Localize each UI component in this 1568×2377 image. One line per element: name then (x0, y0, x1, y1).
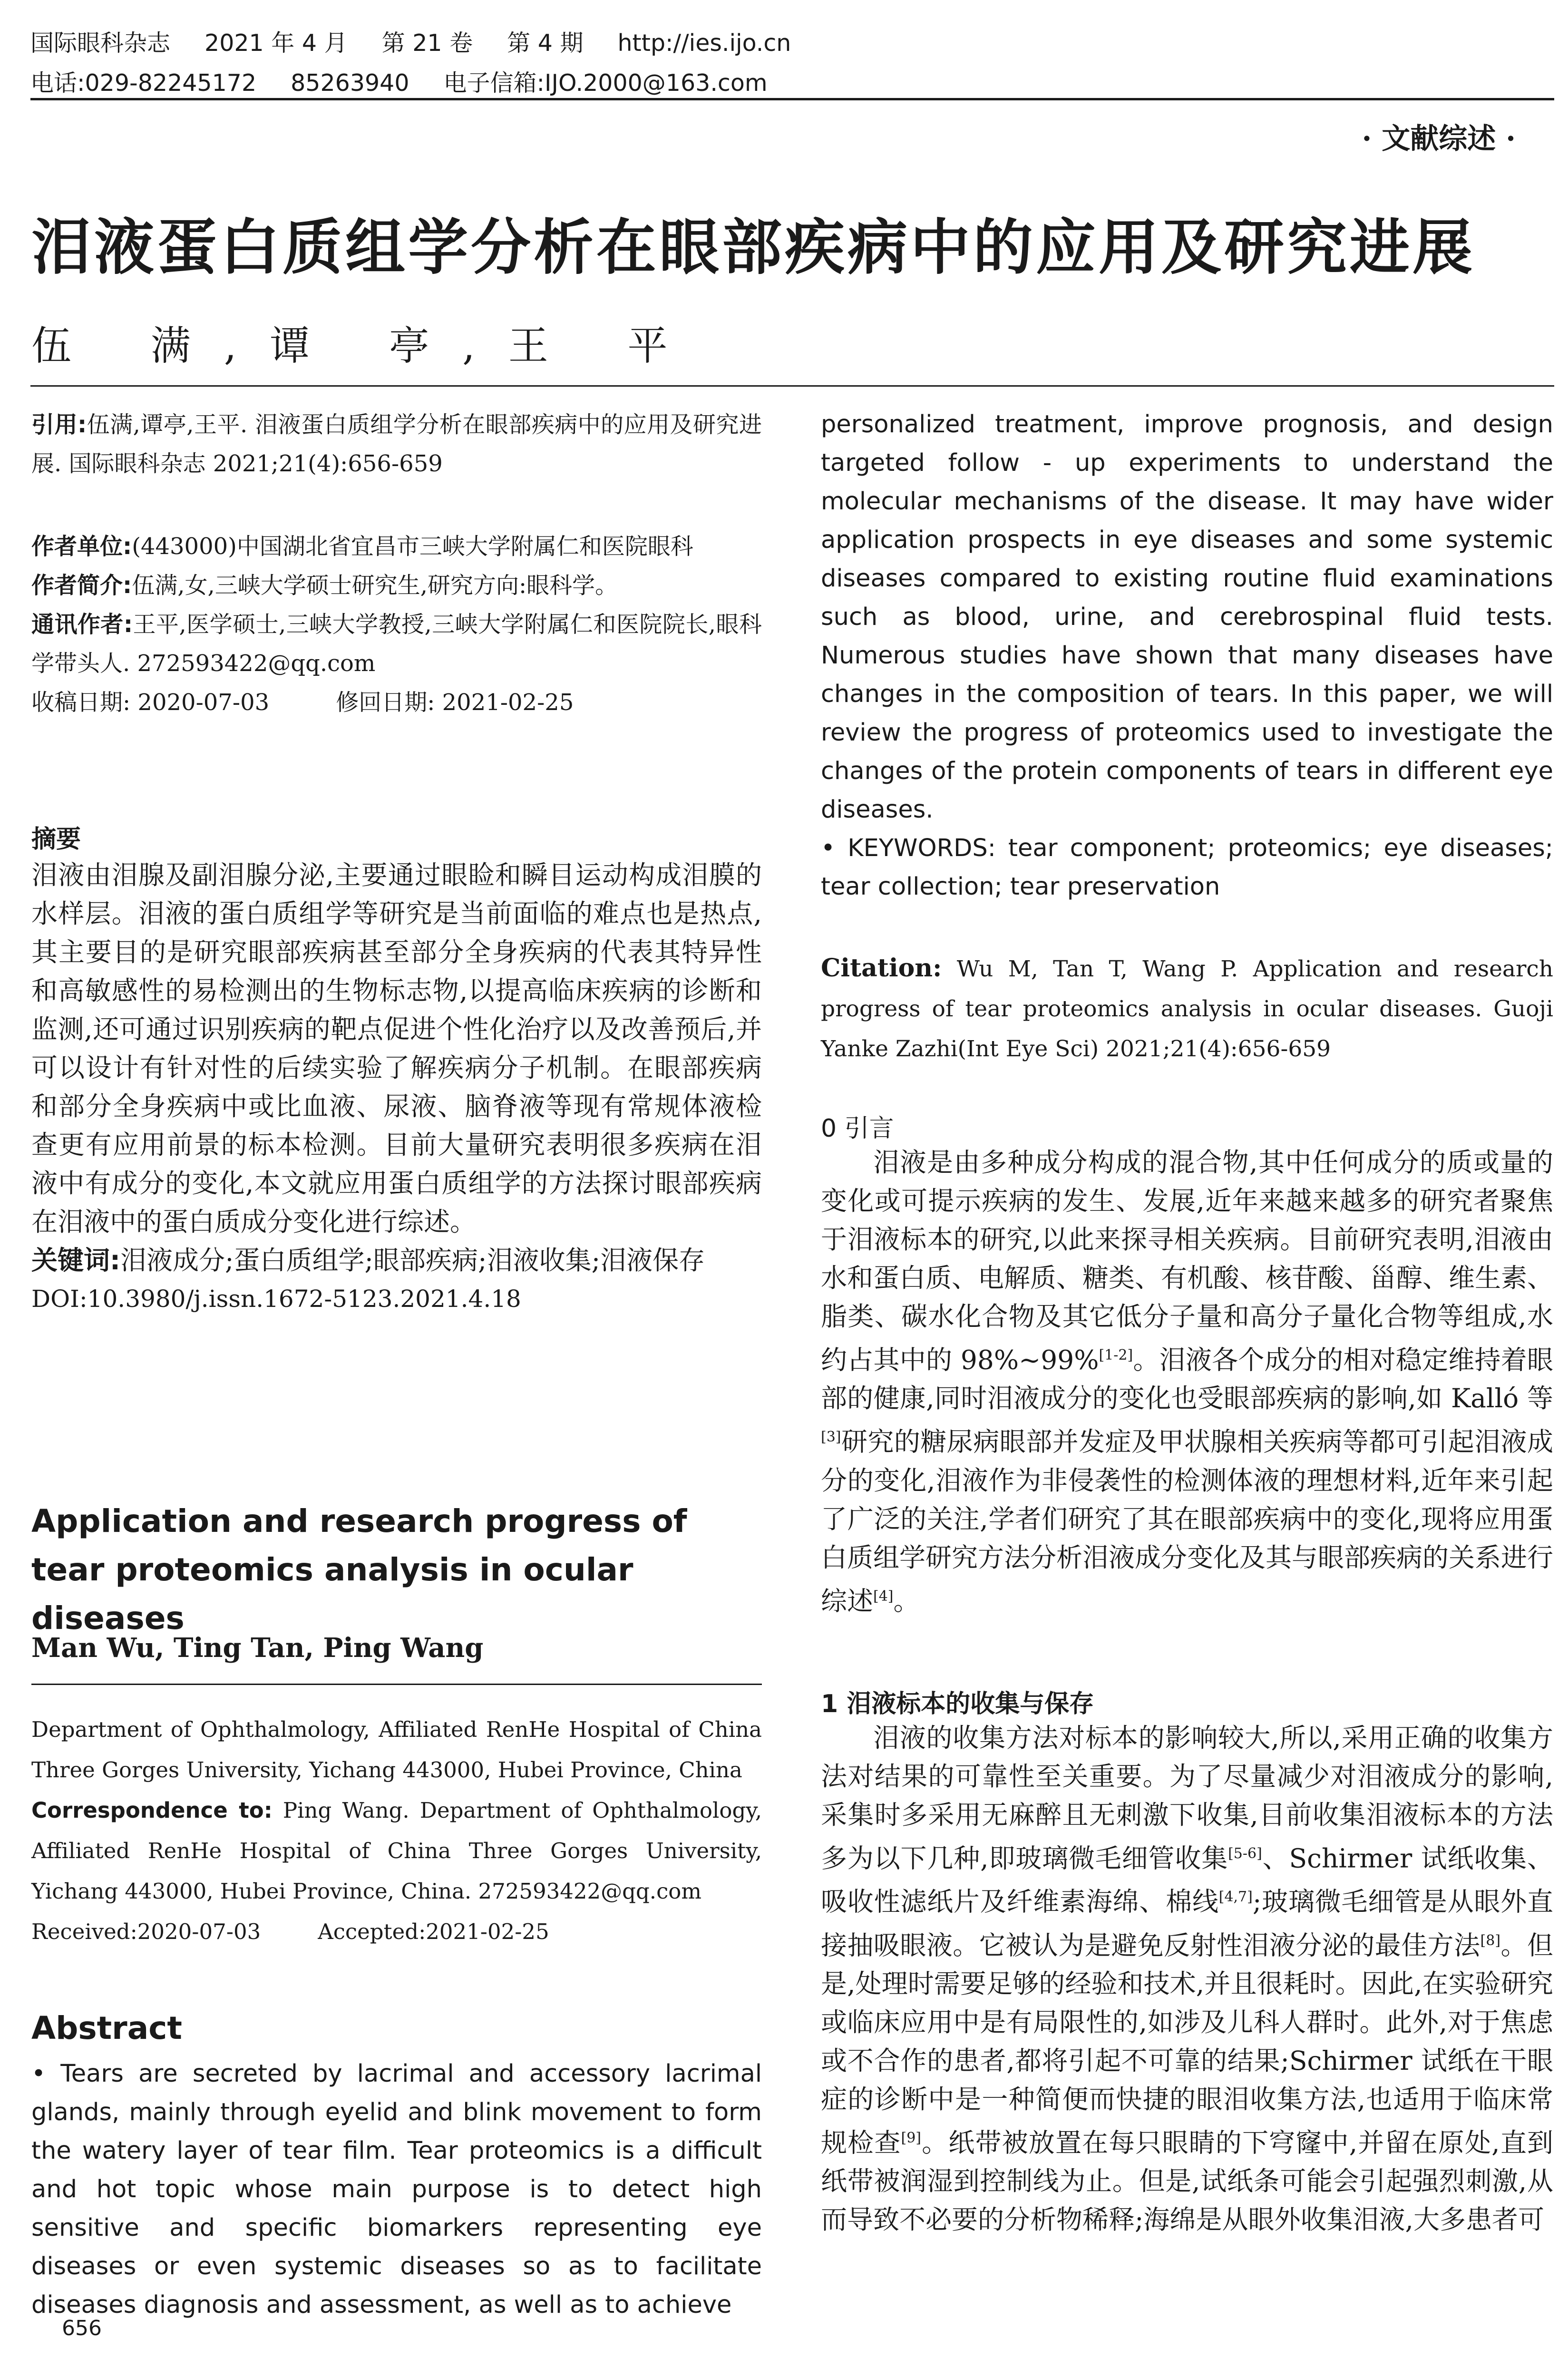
correspondence-en: Correspondence to: Ping Wang. Department of Ophthalmology, Affiliated RenHe Hospital of China Three Gorges University, Yichang 443000, Hubei Province, China. 272593422@qq.com (31, 1798, 762, 1904)
author-unit: 作者单位:(443000)中国湖北省宜昌市三峡大学附属仁和医院眼科 (31, 533, 693, 560)
zh-abstract-heading: 摘要 (31, 825, 81, 854)
page-title: 泪液蛋白质组学分析在眼部疾病中的应用及研究进展 (31, 213, 1475, 283)
intro-body: 泪液是由多种成分构成的混合物,其中任何成分的质或量的变化或可提示疾病的发生、发展,近年来越来越多的研究者聚焦于泪液标本的研究,以此来探寻相关疾病。目前研究表明,泪液由水和蛋白质、电解质、糖类、有机酸、核苷酸、甾醇、维生素、脂类、碳水化合物及其它低分子量和高分子量化合物等组成,水约占其中的 98%~99%[1-2]。泪液各个成分的相对稳定维持着眼部的健康,同时泪液成分的变化也受眼部疾病的影响,如 Kalló 等[3]研究的糖尿病眼部并发症及甲状腺相关疾病等都可引起泪液成分的变化,泪液作为非侵袭性的检测体液的理想材料,近年来引起了广泛的关注,学者们研究了其在眼部疾病中的变化,现将应用蛋白质组学研究方法分析泪液成分变化及其与眼部疾病的关系进行综述[4]。 (821, 1147, 1554, 1616)
citation-zh: 引用:伍满,谭亭,王平. 泪液蛋白质组学分析在眼部疾病中的应用及研究进展. 国际眼科杂志 2021;21(4):656-659 (31, 411, 762, 477)
header-rule (30, 98, 1554, 100)
section-tag: · 文献综述 · (1362, 122, 1516, 156)
dates-en: Received:2020-07-03 Accepted:2021-02-25 (31, 1919, 549, 1944)
affiliation-rule (31, 1684, 762, 1685)
citation-en: Citation: Wu M, Tan T, Wang P. Application and research progress of tear proteomics analysis in ocular diseases. Guoji Yanke Zazhi(Int Eye Sci) 2021;21(4):656-659 (821, 954, 1553, 1062)
abstract-part1: • Tears are secreted by lacrimal and accessory lacrimal glands, mainly through eyelid and blink movement to form the watery layer of tear film. Tear proteomics is a difficult and hot topic whose main purpose is to detect high sensitive and specific biomarkers representing eye diseases or even systemic diseases so as to facilitate diseases diagnosis and assessment, as well as to achieve (31, 2060, 762, 2319)
intro-heading: 0 引言 (821, 1114, 894, 1143)
english-title: Application and research progress of tear proteomics analysis in ocular diseases (31, 1503, 687, 1637)
zh-abstract: 泪液由泪腺及副泪腺分泌,主要通过眼睑和瞬目运动构成泪膜的水样层。泪液的蛋白质组学等研究是当前面临的难点也是热点,其主要目的是研究眼部疾病甚至部分全身疾病的代表其特异性和高敏感性的易检测出的生物标志物,以提高临床疾病的诊断和监测,还可通过识别疾病的靶点促进个性化治疗以及改善预后,并可以设计有针对性的后续实验了解疾病分子机制。在眼部疾病和部分全身疾病中或比血液、尿液、脑脊液等现有常规体液检查更有应用前景的标本检测。目前大量研究表明很多疾病在泪液中有成分的变化,本文就应用蛋白质组学的方法探讨眼部疾病在泪液中的蛋白质成分变化进行综述。 关键词:泪液成分;蛋白质组学;眼部疾病;泪液收集;泪液保存 DOI:10.3980/j.issn.1672-5123.2021.4.18 (31, 856, 762, 1318)
zh-keywords: 关键词:泪液成分;蛋白质组学;眼部疾病;泪液收集;泪液保存 (31, 1245, 705, 1276)
dates: 收稿日期: 2020-07-03 修回日期: 2021-02-25 (31, 689, 574, 716)
author-bio: 作者简介:伍满,女,三峡大学硕士研究生,研究方向:眼科学。 (31, 572, 618, 599)
english-authors: Man Wu, Ting Tan, Ping Wang (31, 1632, 484, 1664)
section1-body: 泪液的收集方法对标本的影响较大,所以,采用正确的收集方法对结果的可靠性至关重要。为了尽量减少对泪液成分的影响,采集时多采用无麻醉且无刺激下收集,目前收集泪液标本的方法多为以下几种,即玻璃微毛细管收集[5-6]、Schirmer 试纸收集、吸收性滤纸片及纤维素海绵、棉线[4,7];玻璃微毛细管是从眼外直接抽吸眼液。它被认为是避免反射性泪液分泌的最佳方法[8]。但是,处理时需要足够的经验和技术,并且很耗时。因此,在实验研究或临床应用中是有局限性的,如涉及儿科人群时。此外,对于焦虑或不合作的患者,都将引起不可靠的结果;Schirmer 试纸在干眼症的诊断中是一种简便而快捷的眼泪收集方法,也适用于临床常规检查[9]。纸带被放置在每只眼睛的下穹窿中,并留在原处,直到纸带被润湿到控制线为止。但是,试纸条可能会引起强烈刺激,从而导致不必要的分析物稀释;海绵是从眼外收集泪液,大多患者可 (821, 1723, 1554, 2235)
section1-heading: 1 泪液标本的收集与保存 (821, 1690, 1094, 1718)
page-number: 656 (62, 2316, 102, 2340)
corresponding-author: 通讯作者:王平,医学硕士,三峡大学教授,三峡大学附属仁和医院院长,眼科学带头人. 272593422@qq.com (31, 611, 762, 677)
doi: DOI:10.3980/j.issn.1672-5123.2021.4.18 (31, 1285, 521, 1313)
author-info (31, 527, 762, 722)
keywords-en: • KEYWORDS: tear component; proteomics; eye diseases; tear collection; tear preservation (821, 834, 1553, 901)
author-list: 伍 满,谭 亭,王 平 (31, 322, 701, 369)
journal-header-line1: 国际眼科杂志 2021 年 4 月 第 21 卷 第 4 期 http://ies.ijo.cn (30, 29, 791, 57)
abstract-heading: Abstract (31, 2010, 182, 2046)
title-rule (30, 385, 1554, 387)
abstract-part2: personalized treatment, improve prognosis, and design targeted follow - up experiments to understand the molecular mechanisms of the disease. It may have wider application prospects in eye diseases and some systemic diseases compared to existing routine fluid examinations such as blood, urine, and cerebrospinal fluid tests. Numerous studies have shown that many diseases have changes in the composition of tears. In this paper, we will review the progress of proteomics used to investigate the changes of the protein components of tears in different eye diseases. • KEYWORDS: tear component; proteomics; eye diseases; tear collection; tear preservation (821, 405, 1553, 906)
affiliation-block: Department of Ophthalmology, Affiliated RenHe Hospital of China Three Gorges University, Yichang 443000, Hubei Province, China Correspondence to: Ping Wang. Department of Ophthalmology, Affiliated RenHe Hospital of China Three Gorges University, Yichang 443000, Hubei Province, China. 272593422@qq.com Received:2020-07-03 Accepted:2021-02-25 (31, 1709, 762, 1952)
journal-header-line2: 电话:029-82245172 85263940 电子信箱:IJO.2000@163.com (30, 69, 768, 97)
